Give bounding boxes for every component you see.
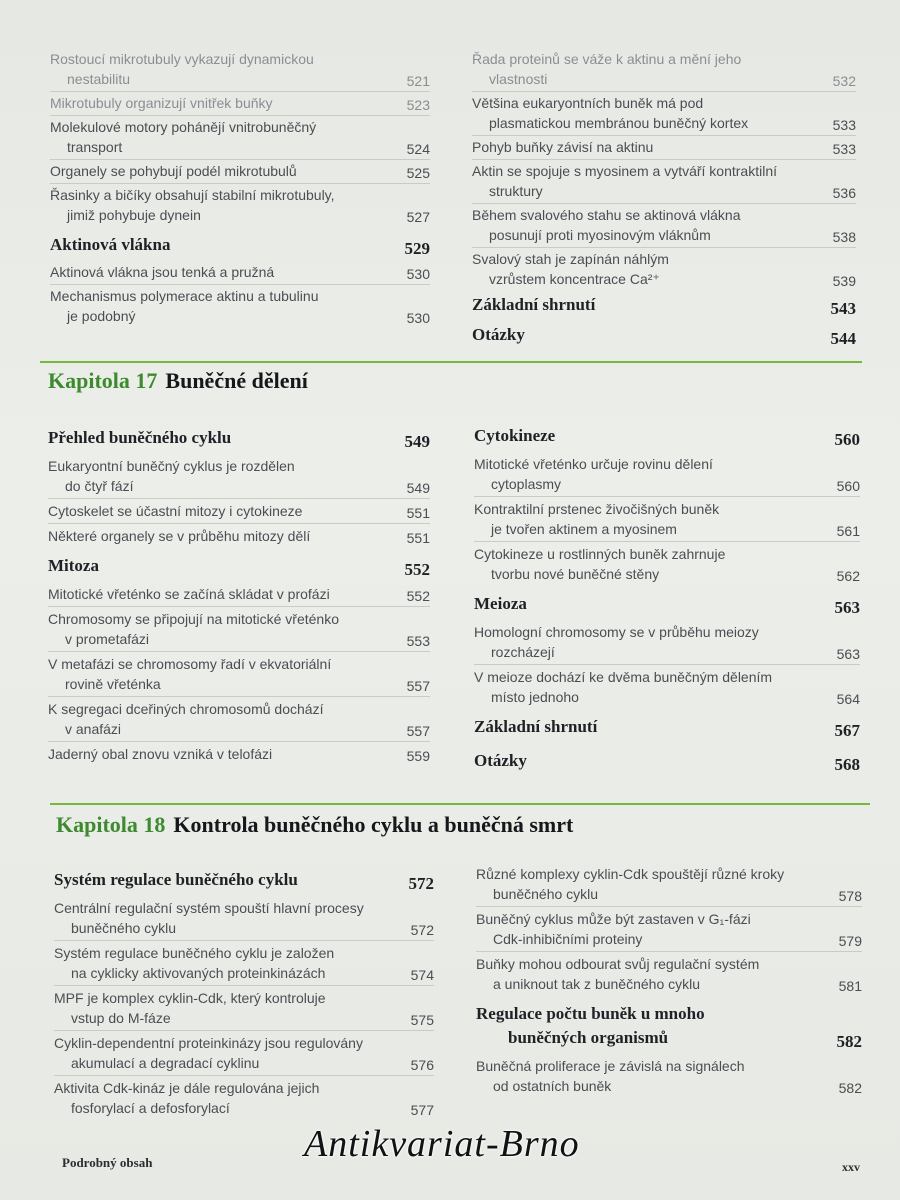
toc-entry xyxy=(474,541,860,586)
toc-page-number: 524 xyxy=(406,141,430,157)
toc-entry xyxy=(50,159,430,183)
toc-entry-subtitle: je podobný xyxy=(67,308,136,324)
toc-entry xyxy=(472,48,856,91)
section-title: Přehled buněčného cyklu xyxy=(48,428,232,447)
toc-section-heading xyxy=(474,743,860,777)
toc-entry-subtitle: vstup do M-fáze xyxy=(71,1010,171,1026)
toc-entry-title: Cyklin-dependentní proteinkinázy jsou regulovány xyxy=(54,1035,363,1051)
section-page-number: 560 xyxy=(834,430,860,449)
toc-entry xyxy=(54,1075,434,1120)
toc-page-number: 539 xyxy=(832,273,856,289)
toc-section-heading xyxy=(48,548,430,582)
toc-entry-title: Mechanismus polymerace aktinu a tubulinu xyxy=(50,288,319,304)
section-title: Systém regulace buněčného cyklu xyxy=(54,870,298,889)
toc-entry xyxy=(50,48,430,91)
toc-top-right-column xyxy=(472,48,856,351)
toc-entry xyxy=(48,498,430,523)
toc-page-number: 577 xyxy=(410,1102,434,1118)
toc-entry-subtitle: buněčného cyklu xyxy=(71,920,177,936)
toc-page-number: 527 xyxy=(406,209,430,225)
toc-entry xyxy=(50,91,430,115)
toc-page-number: 560 xyxy=(836,478,860,494)
toc-section-heading xyxy=(476,996,862,1054)
toc-entry-title: Řada proteinů se váže k aktinu a mění jeho xyxy=(472,51,742,67)
toc-entry xyxy=(50,115,430,159)
toc-page-number: 533 xyxy=(832,117,856,133)
toc-entry-title: V meioze dochází ke dvěma buněčným dělením xyxy=(474,669,773,685)
toc-section-heading xyxy=(472,291,856,321)
section-page-number: 529 xyxy=(404,239,430,258)
toc-entry-subtitle: jimiž pohybuje dynein xyxy=(67,207,201,223)
toc-entry xyxy=(474,664,860,709)
toc-page-number: 576 xyxy=(410,1057,434,1073)
toc-entry-title: Některé organely se v průběhu mitozy dělí xyxy=(48,528,311,544)
toc-entry-title: Homologní chromosomy se v průběhu meiozy xyxy=(474,624,759,640)
watermark-text: Antikvariat-Brno xyxy=(304,1123,580,1165)
section-title: Aktinová vlákna xyxy=(50,235,171,254)
toc-entry-subtitle: plasmatickou membránou buněčný kortex xyxy=(489,115,749,131)
toc-page-number: 538 xyxy=(832,229,856,245)
toc-entry xyxy=(50,183,430,227)
toc-page-number: 536 xyxy=(832,185,856,201)
toc-entry-title: MPF je komplex cyklin-Cdk, který kontroluje xyxy=(54,990,326,1006)
toc-page-number: 533 xyxy=(832,141,856,157)
toc-page-number: 530 xyxy=(406,310,430,326)
toc-entry-title: Mikrotubuly organizují vnitřek buňky xyxy=(50,95,273,111)
toc-entry-title: Jaderný obal znovu vzniká v telofázi xyxy=(48,746,273,762)
toc-entry-subtitle: posunují proti myosinovým vláknům xyxy=(489,227,711,243)
section-page-number: 567 xyxy=(834,721,860,740)
section-title: Otázky xyxy=(472,325,525,344)
toc-page-number: 563 xyxy=(836,646,860,662)
section-title: Cytokineze xyxy=(474,426,556,445)
page-number: xxv xyxy=(842,1160,860,1174)
toc-entry-title: K segregaci dceřiných chromosomů dochází xyxy=(48,701,324,717)
toc-entry-title: Cytoskelet se účastní mitozy i cytokineze xyxy=(48,503,303,519)
chapter-17-left-column xyxy=(48,420,430,766)
chapter-17-title: Buněčné dělení xyxy=(165,368,308,393)
toc-entry-title: Většina eukaryontních buněk má pod xyxy=(472,95,704,111)
section-page-number: 544 xyxy=(830,329,856,348)
toc-entry xyxy=(54,985,434,1030)
chapter-17-number: Kapitola 17 xyxy=(48,368,158,393)
toc-entry-title: Aktin se spojuje s myosinem a vytváří kontraktilní xyxy=(472,163,778,179)
toc-page-number: 561 xyxy=(836,523,860,539)
chapter-17-rule xyxy=(40,361,862,363)
toc-page-number: 523 xyxy=(406,97,430,113)
toc-entry-title: Mitotické vřeténko se začíná skládat v profázi xyxy=(48,586,330,602)
section-title: Meioza xyxy=(474,594,527,613)
toc-entry-title: Mitotické vřeténko určuje rovinu dělení xyxy=(474,456,713,472)
chapter-18-number: Kapitola 18 xyxy=(56,812,166,837)
running-footer: Podrobný obsah xyxy=(62,1155,153,1170)
toc-entry xyxy=(48,454,430,498)
toc-entry-subtitle: na cyklicky aktivovaných proteinkinázách xyxy=(71,965,326,981)
toc-section-heading xyxy=(48,420,430,454)
section-page-number: 572 xyxy=(408,874,434,893)
section-title: Regulace počtu buněk u mnoho xyxy=(476,1004,705,1023)
toc-entry xyxy=(472,91,856,135)
toc-entry-subtitle: v anafázi xyxy=(65,721,122,737)
toc-entry-subtitle: od ostatních buněk xyxy=(493,1078,612,1094)
section-page-number: 568 xyxy=(834,755,860,774)
chapter-17-heading xyxy=(48,368,308,394)
toc-section-heading xyxy=(474,586,860,620)
toc-page-number: 553 xyxy=(406,633,430,649)
toc-entry-title: Organely se pohybují podél mikrotubulů xyxy=(50,163,297,179)
toc-entry-subtitle: cytoplasmy xyxy=(491,476,562,492)
toc-entry-subtitle: je tvořen aktinem a myosinem xyxy=(491,521,677,537)
toc-entry-subtitle: do čtyř fází xyxy=(65,478,134,494)
toc-page-number: 562 xyxy=(836,568,860,584)
toc-entry-subtitle: nestabilitu xyxy=(67,71,131,87)
toc-section-heading xyxy=(474,709,860,743)
toc-entry xyxy=(476,906,862,951)
toc-entry xyxy=(48,582,430,606)
section-title: Mitoza xyxy=(48,556,99,575)
toc-entry-subtitle: transport xyxy=(67,139,123,155)
toc-entry-title: Kontraktilní prstenec živočišných buněk xyxy=(474,501,720,517)
toc-entry-subtitle: rozcházejí xyxy=(491,644,555,660)
toc-entry xyxy=(474,620,860,664)
toc-entry xyxy=(54,1030,434,1075)
toc-entry xyxy=(472,247,856,291)
toc-entry-title: Aktinová vlákna jsou tenká a pružná xyxy=(50,264,275,280)
toc-entry xyxy=(472,159,856,203)
section-page-number: 543 xyxy=(830,299,856,318)
toc-page-number: 557 xyxy=(406,678,430,694)
toc-section-heading xyxy=(472,321,856,351)
toc-page-number: 578 xyxy=(838,888,862,904)
toc-entry-title: Buňky mohou odbourat svůj regulační systém xyxy=(476,956,760,972)
section-title: Otázky xyxy=(474,751,527,770)
toc-entry xyxy=(54,940,434,985)
toc-entry-title: Systém regulace buněčného cyklu je založen xyxy=(54,945,335,961)
toc-page-number: 525 xyxy=(406,165,430,181)
section-title: Základní shrnutí xyxy=(474,717,598,736)
toc-entry-subtitle: vzrůstem koncentrace Ca²⁺ xyxy=(489,271,660,287)
toc-entry xyxy=(476,862,862,906)
toc-entry-subtitle: struktury xyxy=(489,183,543,199)
toc-entry-title: Aktivita Cdk-kináz je dále regulována jejich xyxy=(54,1080,320,1096)
toc-entry xyxy=(48,696,430,741)
toc-page-number: 559 xyxy=(406,748,430,764)
toc-page-number: 551 xyxy=(406,505,430,521)
toc-entry-subtitle: tvorbu nové buněčné stěny xyxy=(491,566,660,582)
section-page-number: 549 xyxy=(404,432,430,451)
toc-page-number: 530 xyxy=(406,266,430,282)
toc-page-number: 557 xyxy=(406,723,430,739)
chapter-18-right-column xyxy=(476,862,862,1098)
toc-page-number: 579 xyxy=(838,933,862,949)
section-page-number: 582 xyxy=(836,1032,862,1051)
toc-entry xyxy=(472,203,856,247)
toc-entry-title: Svalový stah je zapínán náhlým xyxy=(472,251,669,267)
toc-entry-subtitle: fosforylací a defosforylací xyxy=(71,1100,230,1116)
toc-entry-title: Buněčný cyklus může být zastaven v G₁-fázi xyxy=(476,911,751,927)
toc-top-left-column xyxy=(50,48,430,328)
chapter-18-title: Kontrola buněčného cyklu a buněčná smrt xyxy=(173,812,574,837)
toc-entry-subtitle: rovině vřeténka xyxy=(65,676,161,692)
toc-entry-subtitle: Cdk-inhibičními proteiny xyxy=(493,931,643,947)
toc-entry-subtitle: v prometafázi xyxy=(65,631,150,647)
toc-entry-subtitle: buněčného cyklu xyxy=(493,886,599,902)
toc-entry-subtitle: vlastnosti xyxy=(489,71,548,87)
toc-entry-title: Molekulové motory pohánějí vnitrobuněčný xyxy=(50,119,317,135)
toc-entry xyxy=(476,951,862,996)
toc-entry-title: Různé komplexy cyklin-Cdk spouštějí různé kroky xyxy=(476,866,785,882)
toc-page-number: 564 xyxy=(836,691,860,707)
chapter-18-left-column xyxy=(54,862,434,1120)
toc-entry xyxy=(48,523,430,548)
toc-entry-subtitle: a uniknout tak z buněčného cyklu xyxy=(493,976,701,992)
toc-entry xyxy=(48,606,430,651)
toc-entry xyxy=(474,452,860,496)
toc-entry-title: Centrální regulační systém spouští hlavní procesy xyxy=(54,900,364,916)
toc-page-number: 581 xyxy=(838,978,862,994)
toc-entry-subtitle: akumulací a degradací cyklinu xyxy=(71,1055,260,1071)
toc-entry-title: Řasinky a bičíky obsahují stabilní mikrotubuly, xyxy=(50,187,335,203)
toc-entry-title: Eukaryontní buněčný cyklus je rozdělen xyxy=(48,458,295,474)
section-page-number: 552 xyxy=(404,560,430,579)
toc-entry-title: Pohyb buňky závisí na aktinu xyxy=(472,139,654,155)
toc-entry xyxy=(54,896,434,940)
toc-entry-subtitle: místo jednoho xyxy=(491,689,579,705)
toc-page-number: 574 xyxy=(410,967,434,983)
toc-entry xyxy=(48,741,430,766)
toc-page-number: 552 xyxy=(406,588,430,604)
toc-section-heading xyxy=(50,227,430,261)
toc-entry-title: Během svalového stahu se aktinová vlákna xyxy=(472,207,741,223)
toc-entry-title: Buněčná proliferace je závislá na signálech xyxy=(476,1058,745,1074)
toc-entry xyxy=(472,135,856,159)
toc-entry xyxy=(50,261,430,284)
chapter-17-right-column xyxy=(474,418,860,777)
section-title-continued: buněčných organismů xyxy=(508,1028,669,1047)
toc-entry xyxy=(48,651,430,696)
toc-entry-title: V metafázi se chromosomy řadí v ekvatoriální xyxy=(48,656,332,672)
section-page-number: 563 xyxy=(834,598,860,617)
chapter-18-heading xyxy=(56,812,573,838)
toc-page-number: 532 xyxy=(832,73,856,89)
toc-page-number: 575 xyxy=(410,1012,434,1028)
toc-page-number: 549 xyxy=(406,480,430,496)
toc-page-number: 572 xyxy=(410,922,434,938)
toc-entry-title: Rostoucí mikrotubuly vykazují dynamickou xyxy=(50,51,314,67)
toc-section-heading xyxy=(474,418,860,452)
toc-entry xyxy=(476,1054,862,1098)
toc-entry xyxy=(474,496,860,541)
toc-page-number: 582 xyxy=(838,1080,862,1096)
toc-entry-title: Chromosomy se připojují na mitotické vřeténko xyxy=(48,611,340,627)
chapter-18-rule xyxy=(50,803,870,805)
toc-section-heading xyxy=(54,862,434,896)
toc-entry xyxy=(50,284,430,328)
toc-page-number: 551 xyxy=(406,530,430,546)
toc-entry-title: Cytokineze u rostlinných buněk zahrnuje xyxy=(474,546,726,562)
toc-page-number: 521 xyxy=(406,73,430,89)
section-title: Základní shrnutí xyxy=(472,295,596,314)
